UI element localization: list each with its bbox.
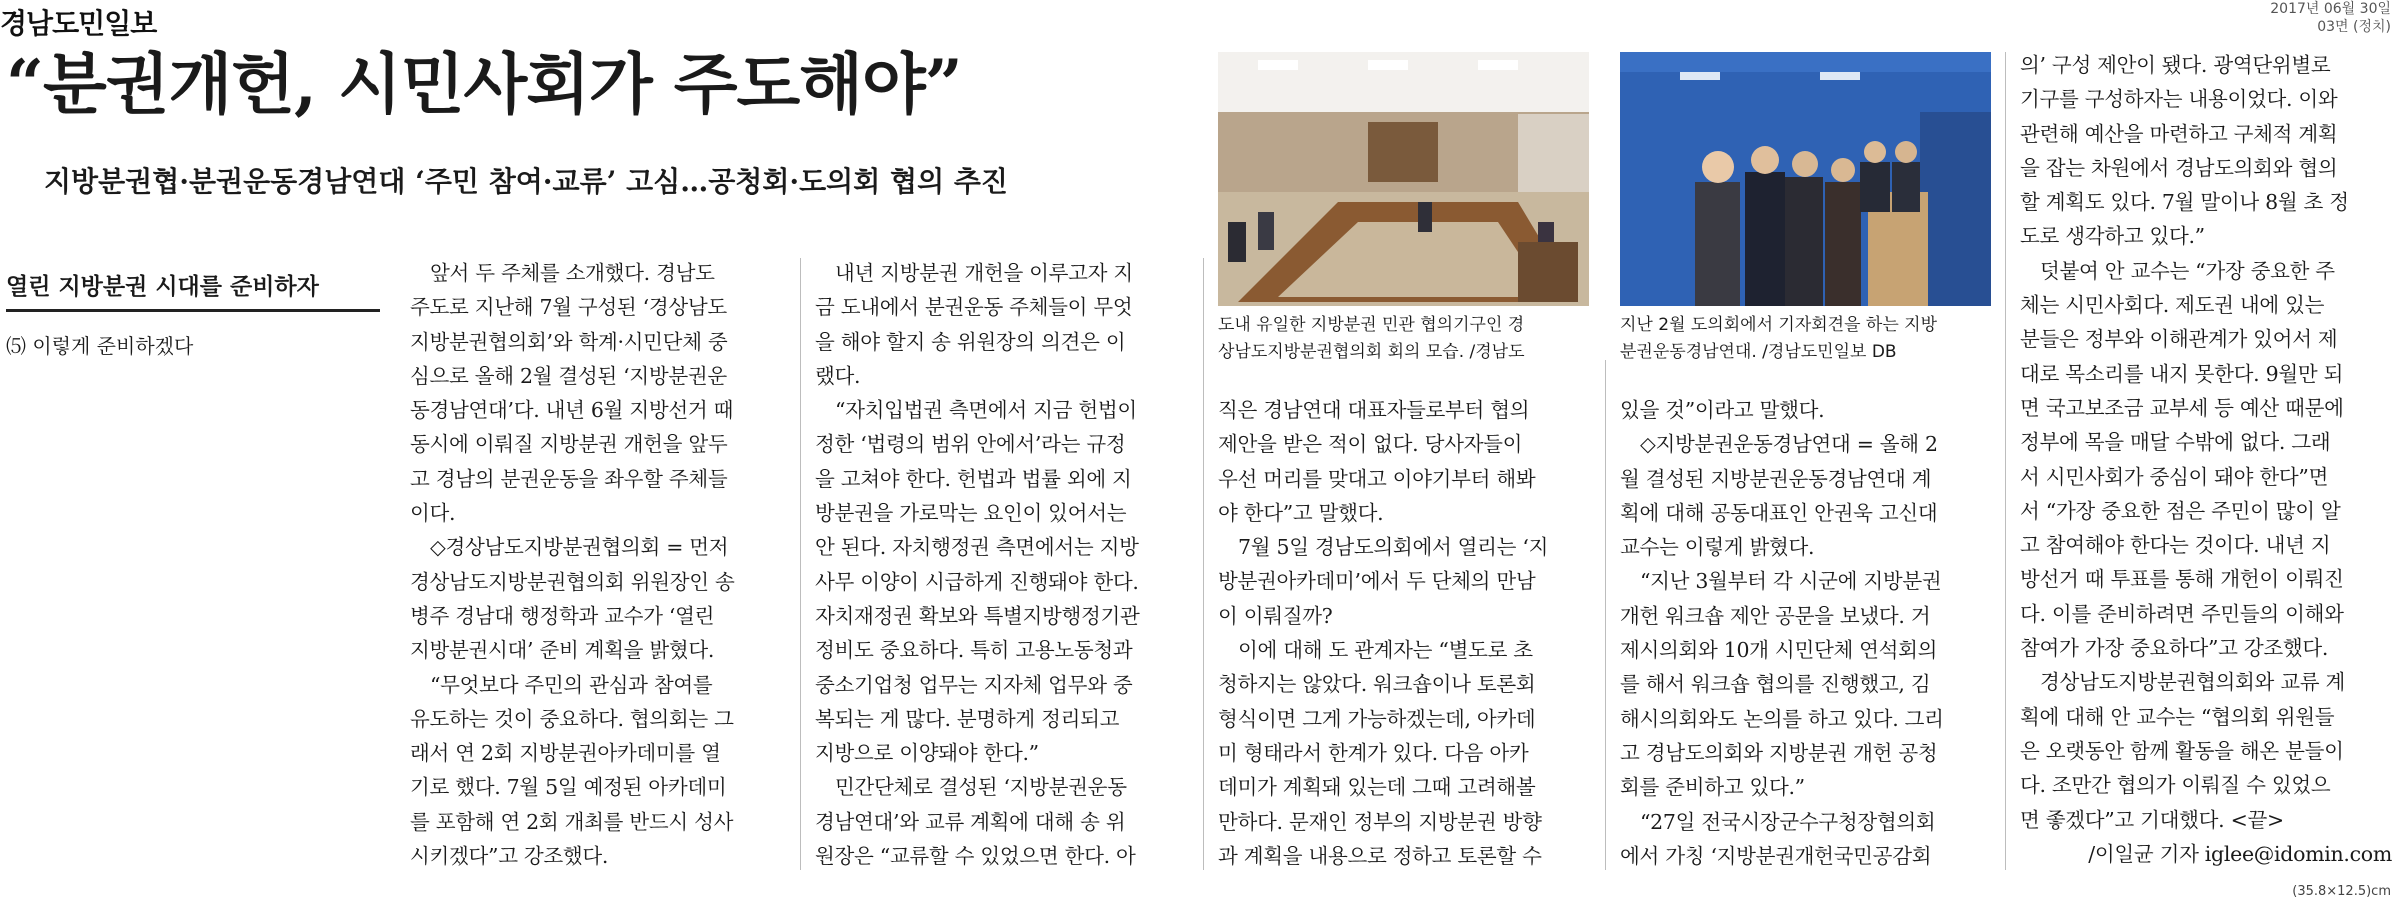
text-line: 다. 이를 준비하려면 주민들의 이해와 — [2020, 601, 2344, 626]
text-line: 있을 것”이라고 말했다. — [1620, 398, 1825, 422]
text-line: 면 좋겠다”고 기대했다. <끝> — [2020, 807, 2284, 832]
text-line: 데미가 계획돼 있는데 그때 고려해볼 — [1218, 775, 1536, 800]
text-line: 동시에 이뤄질 지방분권 개헌을 앞두 — [410, 432, 728, 457]
dateline — [2270, 0, 2391, 36]
text-line: 래서 연 2회 지방분권아카데미를 열 — [410, 741, 721, 766]
text-line: 회를 준비하고 있다.” — [1620, 775, 1805, 800]
text-line: 면 국고보조금 교부세 등 예산 때문에 — [2020, 395, 2344, 420]
text-line: 기로 했다. 7월 5일 예정된 아카데미 — [410, 775, 727, 800]
text-line: 동경남연대’다. 내년 6월 지방선거 때 — [410, 398, 734, 423]
series-title: 열린 지방분권 시대를 준비하자 — [6, 268, 380, 312]
text-line: 유도하는 것이 중요하다. 협의회는 그 — [410, 706, 734, 731]
column-divider — [800, 258, 801, 870]
series-part: ⑸ 이렇게 준비하겠다 — [6, 334, 194, 358]
text-line: 할 계획도 있다. 7월 말이나 8월 초 정 — [2020, 190, 2349, 215]
text-line: 7월 5일 경남도의회에서 열리는 ‘지 — [1238, 535, 1549, 560]
text-line: 지방분권시대’ 준비 계획을 밝혔다. — [410, 638, 715, 663]
text-line: 만하다. 문재인 정부의 지방분권 방향 — [1218, 809, 1542, 834]
text-line: 방분권아카데미’에서 두 단체의 만남 — [1218, 569, 1536, 594]
text-line: 서 시민사회가 중심이 돼야 한다”면 — [2020, 464, 2329, 489]
issue-date: 2017년 06월 30일 — [2270, 1, 2391, 17]
text-line: 고 참여해야 한다는 것이다. 내년 지 — [2020, 533, 2331, 558]
photo-caption-2 — [1620, 312, 1991, 366]
text-line: 월 결성된 지방분권운동경남연대 계 — [1620, 466, 1932, 491]
text-line: 를 포함해 연 2회 개최를 반드시 성사 — [410, 809, 734, 834]
text-line: 관련해 예산을 마련하고 구체적 계획 — [2020, 121, 2338, 146]
headline: “분권개헌, 시민사회가 주도해야” — [6, 45, 962, 123]
text-line: 원장은 “교류할 수 있었으면 한다. 아 — [815, 844, 1136, 869]
text-line: 정한 ‘법령의 범위 안에서’라는 규정 — [815, 432, 1126, 457]
press-conference-image — [1620, 52, 1991, 306]
text-line: 다. 조만간 협의가 이뤄질 수 있었으 — [2020, 773, 2331, 798]
text-line: 주도로 지난해 7월 구성된 ‘경상남도 — [410, 295, 727, 320]
column-divider — [1605, 360, 1606, 870]
text-line: 을 고쳐야 한다. 헌법과 법률 외에 지 — [815, 466, 1132, 491]
text-line: 참여가 가장 중요하다”고 강조했다. — [2020, 636, 2329, 661]
text-line: 에서 가칭 ‘지방분권개헌국민공감회 — [1620, 843, 1932, 868]
text-line: 의’ 구성 제안이 됐다. 광역단위별로 — [2020, 53, 2331, 77]
text-line: 이 이뤄질까? — [1218, 603, 1333, 628]
caption-line: 지난 2월 도의회에서 기자회견을 하는 지방 — [1620, 315, 1938, 335]
text-line: 안 된다. 자치행정권 측면에서는 지방 — [815, 535, 1139, 560]
text-line: 청하지는 않았다. 워크숍이나 토론회 — [1218, 672, 1536, 697]
text-line: 분들은 정부와 이해관계가 있어서 제 — [2020, 327, 2338, 352]
article-size-note: (35.8×12.5)cm — [2292, 884, 2391, 899]
text-line: 지방분권협의회’와 학계·시민단체 중 — [410, 329, 728, 354]
text-line: 고 경남의 분권운동을 좌우할 주체들 — [410, 466, 728, 491]
column-divider — [1203, 258, 1204, 870]
text-line: 을 해야 할지 송 위원장의 의견은 이 — [815, 329, 1126, 354]
text-line: 랬다. — [815, 363, 861, 388]
text-line: 이에 대해 도 관계자는 “별도로 초 — [1238, 638, 1533, 663]
text-line: “자치입법권 측면에서 지금 헌법이 — [835, 398, 1137, 423]
text-line: 을 잡는 차원에서 경남도의회와 협의 — [2020, 155, 2338, 180]
text-line: 해시의회와도 논의를 하고 있다. 그리 — [1620, 706, 1944, 731]
caption-line: 분권운동경남연대. /경남도민일보 DB — [1620, 342, 1897, 362]
text-line: 를 해서 워크숍 협의를 진행했고, 김 — [1620, 672, 1931, 697]
meeting-photo — [1218, 52, 1589, 306]
text-line: 심으로 올해 2월 결성된 ‘지방분권운 — [410, 363, 727, 388]
text-line: 금 도내에서 분권운동 주체들이 무엇 — [815, 295, 1133, 320]
page-section: 03면 (정치) — [2317, 19, 2391, 35]
text-line: 지방으로 이양돼야 한다.” — [815, 741, 1039, 766]
text-line: 복되는 게 많다. 분명하게 정리되고 — [815, 706, 1120, 731]
text-line: 기구를 구성하자는 내용이었다. 이와 — [2020, 87, 2338, 112]
text-line: 경남연대’와 교류 계획에 대해 송 위 — [815, 809, 1126, 834]
photo-caption-1 — [1218, 312, 1589, 366]
text-line: 앞서 두 주체를 소개했다. 경남도 — [430, 261, 715, 285]
text-line: 체는 시민사회다. 제도권 내에 있는 — [2020, 293, 2325, 318]
article-column-5 — [2020, 48, 2392, 871]
article-column-2 — [815, 256, 1185, 873]
text-line: 대로 목소리를 내지 못한다. 9월만 되 — [2020, 361, 2344, 386]
text-line: 자치재정권 확보와 특별지방행정기관 — [815, 603, 1140, 628]
text-line: 서 “가장 중요한 점은 주민이 많이 알 — [2020, 498, 2341, 523]
text-line: 방분권을 가로막는 요인이 있어서는 — [815, 501, 1127, 526]
text-line: 방선거 때 투표를 통해 개헌이 이뤄진 — [2020, 567, 2344, 592]
text-line: ◇경상남도지방분권협의회 = 먼저 — [430, 535, 729, 560]
text-line: 정비도 중요하다. 특히 고용노동청과 — [815, 638, 1133, 663]
text-line: 병주 경남대 행정학과 교수가 ‘열린 — [410, 603, 715, 628]
text-line: /이일균 기자 iglee@idomin.com — [2088, 841, 2392, 866]
text-line: 민간단체로 결성된 ‘지방분권운동 — [835, 775, 1127, 800]
article-column-4 — [1620, 393, 1991, 873]
article-column-1 — [410, 256, 780, 873]
text-line: 제안을 받은 적이 없다. 당사자들이 — [1218, 432, 1523, 457]
text-line: 형식이면 그게 가능하겠는데, 아카데 — [1218, 706, 1536, 731]
text-line: 미 형태라서 한계가 있다. 다음 아카 — [1218, 740, 1529, 765]
text-line: 시키겠다”고 강조했다. — [410, 844, 609, 869]
article-column-3 — [1218, 393, 1589, 873]
text-line: 내년 지방분권 개헌을 이루고자 지 — [835, 261, 1133, 285]
text-line: 교수는 이렇게 밝혔다. — [1620, 535, 1815, 560]
text-line: ◇지방분권운동경남연대 = 올해 2 — [1640, 432, 1938, 457]
caption-line: 상남도지방분권협의회 회의 모습. /경남도 — [1218, 342, 1525, 362]
press-photo — [1620, 52, 1991, 306]
text-line: 덧붙여 안 교수는 “가장 중요한 주 — [2040, 258, 2335, 283]
caption-line: 도내 유일한 지방분권 민관 협의기구인 경 — [1218, 315, 1525, 335]
text-line: 정부에 목을 매달 수밖에 없다. 그래 — [2020, 430, 2331, 455]
subheadline: 지방분권협·분권운동경남연대 ‘주민 참여·교류’ 고심…공청회·도의회 협의 추진 — [44, 165, 1008, 198]
text-line: 개헌 워크숍 제안 공문을 보냈다. 거 — [1620, 603, 1931, 628]
text-line: 고 경남도의회와 지방분권 개헌 공청 — [1620, 740, 1938, 765]
text-line: 경상남도지방분권협의회 위원장인 송 — [410, 569, 735, 594]
text-line: 사무 이양이 시급하게 진행돼야 한다. — [815, 569, 1139, 594]
text-line: “27일 전국시장군수구청장협의회 — [1640, 809, 1936, 834]
text-line: 획에 대해 안 교수는 “협의회 위원들 — [2020, 704, 2335, 729]
text-line: “무엇보다 주민의 관심과 참여를 — [430, 672, 713, 697]
text-line: 제시의회와 10개 시민단체 연석회의 — [1620, 638, 1938, 663]
text-line: 경상남도지방분권협의회와 교류 계 — [2040, 670, 2345, 695]
text-line: 은 오랫동안 함께 활동을 해온 분들이 — [2020, 738, 2344, 763]
text-line: 중소기업청 업무는 지자체 업무와 중 — [815, 672, 1133, 697]
text-line: 직은 경남연대 대표자들로부터 협의 — [1218, 398, 1530, 422]
masthead: 경남도민일보 — [0, 7, 157, 40]
meeting-room-image — [1218, 52, 1589, 306]
text-line: 획에 대해 공동대표인 안권욱 고신대 — [1620, 500, 1938, 525]
column-divider — [2005, 52, 2006, 870]
text-line: 도로 생각하고 있다.” — [2020, 224, 2205, 249]
text-line: 야 한다”고 말했다. — [1218, 500, 1384, 525]
text-line: 우선 머리를 맞대고 이야기부터 해봐 — [1218, 466, 1536, 491]
text-line: 과 계획을 내용으로 정하고 토론할 수 — [1218, 843, 1542, 868]
text-line: “지난 3월부터 각 시군에 지방분권 — [1640, 569, 1942, 594]
text-line: 이다. — [410, 501, 456, 526]
